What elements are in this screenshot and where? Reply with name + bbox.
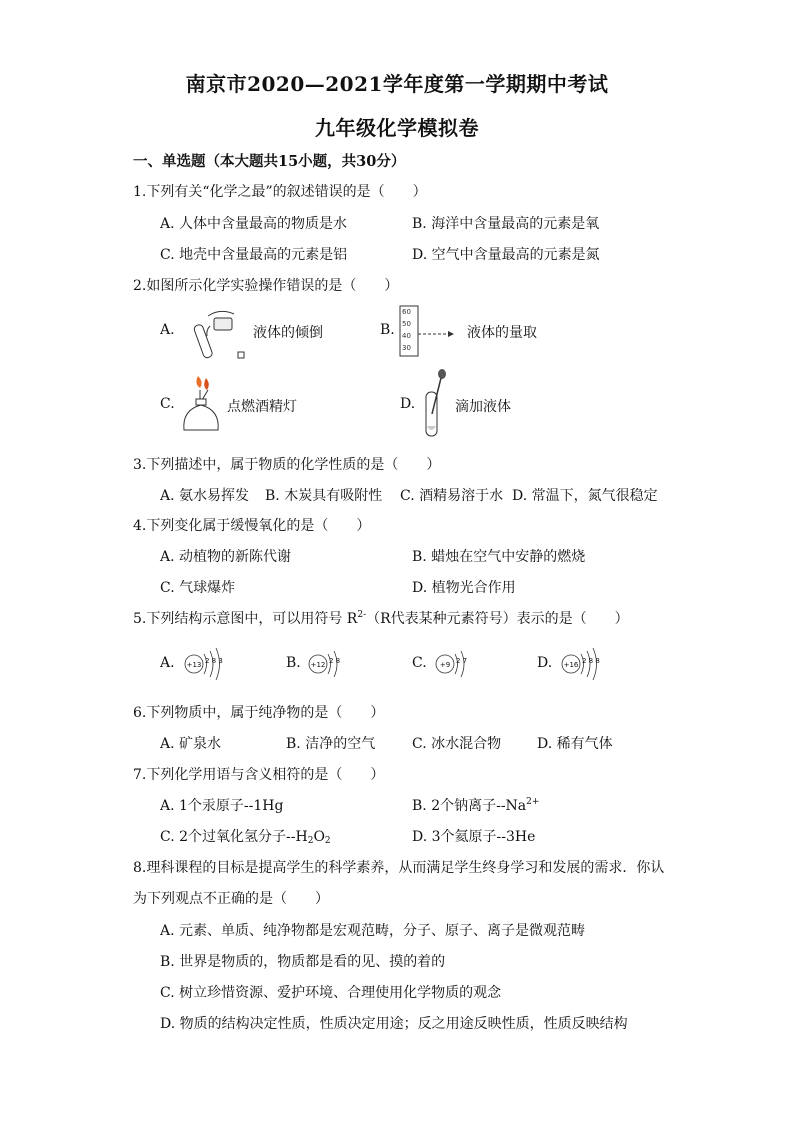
q3-option-d: D. 常温下，氮气很稳定 [512,488,658,504]
question-8-stem-line1: 8.理科课程的目标是提高学生的科学素养，从而满足学生终身学习和发展的需求．你认 [133,860,665,876]
exam-subtitle: 九年级化学模拟卷 [315,116,479,140]
question-2-stem: 2.如图所示化学实验操作错误的是（ ） [133,278,399,294]
electron-shells-label: 2 7 [456,657,468,665]
nucleus-label: +16 [563,661,579,669]
q7-option-c-oxygen: O [313,829,325,845]
q5-option-b-letter: B. [286,655,301,671]
q5-stem-text: 5.下列结构示意图中，可以用符号 R [133,611,358,627]
q2-option-c-text: 点燃酒精灯 [227,399,297,415]
nucleus-label: +13 [186,661,202,669]
electron-shells-label: 2 8 3 [205,657,223,665]
q7-option-b-text: B. 2个钠离子--Na [412,798,527,814]
nucleus-label: +9 [439,661,451,669]
q5-option-d-letter: D. [537,655,553,671]
q8-option-d: D. 物质的结构决定性质，性质决定用途；反之用途反映性质，性质反映结构 [160,1016,628,1032]
q4-option-a: A. 动植物的新陈代谢 [160,549,292,565]
cylinder-tick-label: 60 [402,308,411,316]
q3-option-a: A. 氨水易挥发 [160,488,250,504]
q8-option-c: C. 树立珍惜资源、爱护环境、合理使用化学物质的观念 [160,985,502,1001]
q7-option-c [160,826,331,846]
q8-option-b: B. 世界是物质的，物质都是看的见、摸的着的 [160,954,446,970]
q7-option-a: A. 1个汞原子--1Hg [160,798,284,814]
question-6-stem: 6.下列物质中，属于纯净物的是（ ） [133,705,385,721]
q1-option-c: C. 地壳中含量最高的元素是铝 [160,247,348,263]
q1-option-d: D. 空气中含量最高的元素是氮 [412,247,600,263]
q6-option-a: A. 矿泉水 [160,736,222,752]
section-heading: 一、单选题（本大题共15小题，共30分） [133,153,406,170]
q7-option-b-charge: 2+ [526,797,540,807]
cylinder-tick-label: 40 [402,332,411,340]
q7-option-c-subscript: 2 [324,836,331,846]
q2-option-b-text: 液体的量取 [467,325,537,341]
cylinder-tick-label: 50 [402,320,411,328]
q2-option-a-letter: A. [160,322,175,338]
question-3-stem: 3.下列描述中，属于物质的化学性质的是（ ） [133,457,441,473]
q1-option-b: B. 海洋中含量最高的元素是氧 [412,216,600,232]
q8-option-a: A. 元素、单质、纯净物都是宏观范畴，分子、原子、离子是微观范畴 [160,923,586,939]
measuring-cylinder-illustration [396,304,462,358]
q7-option-c-text: C. 2个过氧化氢分子--H [160,829,308,845]
question-1-stem: 1.下列有关“化学之最”的叙述错误的是（ ） [133,184,427,200]
q2-option-a-text: 液体的倾倒 [253,325,323,341]
q3-option-c: C. 酒精易溶于水 [400,488,504,504]
q6-option-b: B. 洁净的空气 [286,736,376,752]
cylinder-tick-label: 30 [402,344,411,352]
q7-option-b [412,795,539,815]
atom-diagram-c [433,646,483,682]
q2-option-d-letter: D. [400,396,416,412]
electron-shells-label: 2 8 [329,657,341,665]
exam-title: 南京市2020—2021学年度第一学期期中考试 [185,72,609,96]
q7-option-d: D. 3个氦原子--3He [412,829,536,845]
q4-option-b: B. 蜡烛在空气中安静的燃烧 [412,549,586,565]
atom-diagram-b [306,646,356,682]
alcohol-lamp-illustration [178,372,224,438]
question-5-stem [133,608,629,628]
atom-diagram-a [182,646,238,682]
q1-option-a: A. 人体中含量最高的物质是水 [160,216,348,232]
q5-stem-tail: （R代表某种元素符号）表示的是（ ） [366,611,629,627]
q3-option-b: B. 木炭具有吸附性 [265,488,383,504]
dropper-test-tube-illustration [418,368,452,440]
q2-option-c-letter: C. [160,396,175,412]
question-7-stem: 7.下列化学用语与含义相符的是（ ） [133,767,385,783]
q2-option-d-text: 滴加液体 [455,399,511,415]
atom-diagram-d [559,646,615,682]
pouring-liquid-illustration [180,306,250,362]
q5-option-c-letter: C. [412,655,427,671]
question-8-stem-line2: 为下列观点不正确的是（ ） [133,891,329,907]
q4-option-c: C. 气球爆炸 [160,580,236,596]
q6-option-c: C. 冰水混合物 [412,736,502,752]
nucleus-label: +12 [310,661,326,669]
q2-option-b-letter: B. [380,322,395,338]
q4-option-d: D. 植物光合作用 [412,580,516,596]
q6-option-d: D. 稀有气体 [537,736,613,752]
q7-option-c-subscript: 2 [307,836,314,846]
q5-stem-charge: 2- [357,610,367,620]
question-4-stem: 4.下列变化属于缓慢氧化的是（ ） [133,518,371,534]
q5-option-a-letter: A. [160,655,175,671]
electron-shells-label: 2 8 8 [582,657,600,665]
